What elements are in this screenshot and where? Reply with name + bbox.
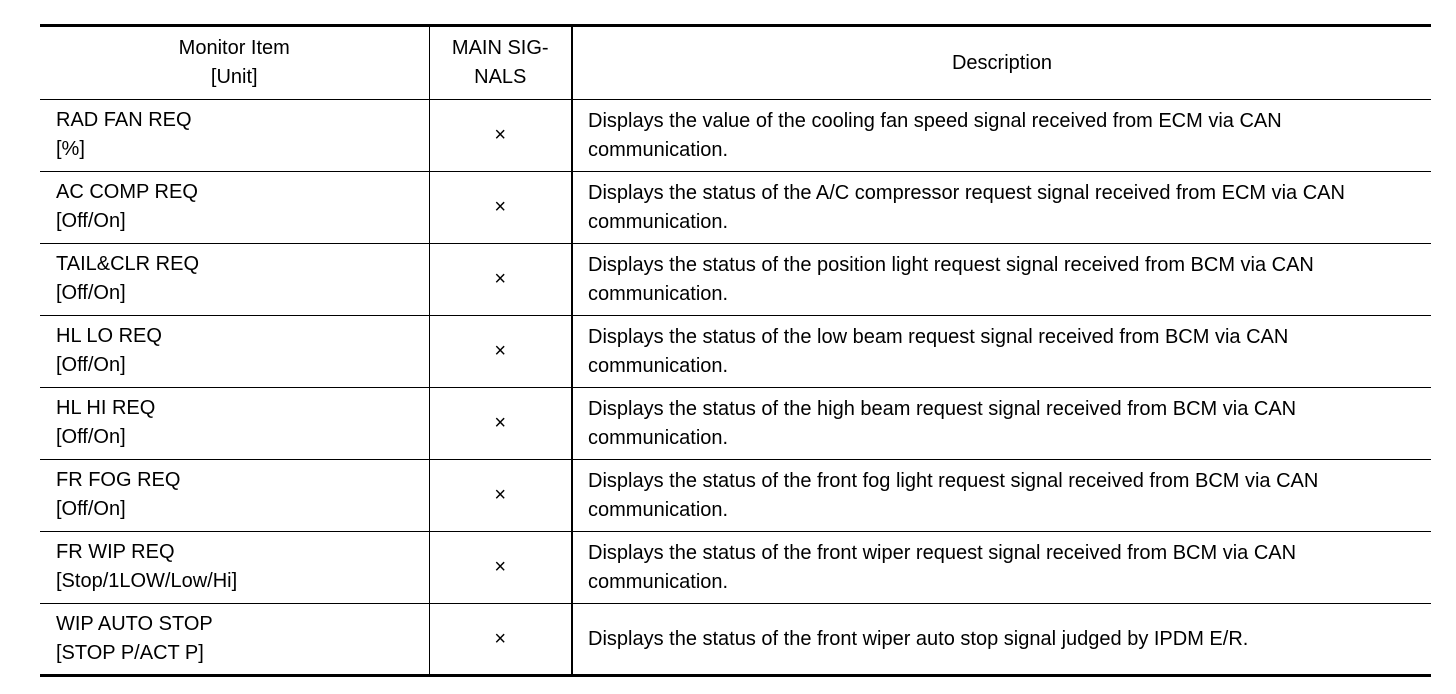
monitor-item-name: HL HI REQ <box>56 397 156 419</box>
header-main-signals <box>429 26 572 100</box>
table-row <box>40 100 1431 172</box>
main-signals-mark: × <box>429 604 572 676</box>
description-cell: Displays the status of the position light request signal received from BCM via CAN communication. <box>572 244 1431 316</box>
table-row <box>40 460 1431 532</box>
monitor-item-table <box>40 24 1431 677</box>
monitor-item-name: FR FOG REQ <box>56 469 181 491</box>
monitor-item-cell <box>40 388 429 460</box>
monitor-item-name: FR WIP REQ <box>56 541 175 563</box>
main-signals-mark: × <box>429 244 572 316</box>
monitor-item-unit: [STOP P/ACT P] <box>56 642 204 664</box>
monitor-item-cell <box>40 244 429 316</box>
monitor-item-unit: [Off/On] <box>56 354 126 376</box>
main-signals-mark: × <box>429 532 572 604</box>
table-row <box>40 604 1431 676</box>
monitor-item-name: AC COMP REQ <box>56 181 198 203</box>
main-signals-mark: × <box>429 460 572 532</box>
table-row <box>40 316 1431 388</box>
monitor-item-cell <box>40 532 429 604</box>
monitor-item-name: WIP AUTO STOP <box>56 613 213 635</box>
description-cell: Displays the status of the low beam request signal received from BCM via CAN communication. <box>572 316 1431 388</box>
header-description <box>572 26 1431 100</box>
monitor-item-cell <box>40 172 429 244</box>
table-row <box>40 532 1431 604</box>
table-header <box>40 26 1431 100</box>
monitor-item-cell <box>40 460 429 532</box>
table-row <box>40 388 1431 460</box>
monitor-item-unit: [Off/On] <box>56 426 126 448</box>
main-signals-mark: × <box>429 172 572 244</box>
monitor-item-unit: [Stop/1LOW/Low/Hi] <box>56 570 238 592</box>
header-description-label: Description <box>951 51 1053 74</box>
main-signals-mark: × <box>429 316 572 388</box>
monitor-item-table-container <box>40 24 1431 677</box>
monitor-item-unit: [%] <box>56 138 85 160</box>
main-signals-mark: × <box>429 100 572 172</box>
monitor-item-unit: [Off/On] <box>56 282 126 304</box>
table-row <box>40 172 1431 244</box>
description-cell: Displays the status of the front wiper request signal received from BCM via CAN communication. <box>572 532 1431 604</box>
description-cell: Displays the status of the high beam request signal received from BCM via CAN communication. <box>572 388 1431 460</box>
monitor-item-cell <box>40 100 429 172</box>
header-row <box>40 26 1431 100</box>
monitor-item-unit: [Off/On] <box>56 498 126 520</box>
main-signals-mark: × <box>429 388 572 460</box>
table-row <box>40 244 1431 316</box>
description-cell: Displays the status of the A/C compressor request signal received from ECM via CAN communication. <box>572 172 1431 244</box>
monitor-item-name: HL LO REQ <box>56 325 162 347</box>
header-monitor-unit-label: [Unit] <box>210 66 258 88</box>
description-cell: Displays the value of the cooling fan speed signal received from ECM via CAN communication. <box>572 100 1431 172</box>
header-main-signals-line1: MAIN SIG- <box>451 37 549 59</box>
monitor-item-name: RAD FAN REQ <box>56 109 192 131</box>
header-monitor-item-label: Monitor Item <box>178 37 290 59</box>
header-main-signals-line2: NALS <box>474 66 527 88</box>
description-cell: Displays the status of the front wiper auto stop signal judged by IPDM E/R. <box>572 604 1431 676</box>
monitor-item-cell <box>40 316 429 388</box>
monitor-item-name: TAIL&CLR REQ <box>56 253 199 275</box>
monitor-item-cell <box>40 604 429 676</box>
monitor-item-unit: [Off/On] <box>56 210 126 232</box>
header-monitor-item <box>40 26 429 100</box>
table-body <box>40 100 1431 676</box>
description-cell: Displays the status of the front fog light request signal received from BCM via CAN communication. <box>572 460 1431 532</box>
